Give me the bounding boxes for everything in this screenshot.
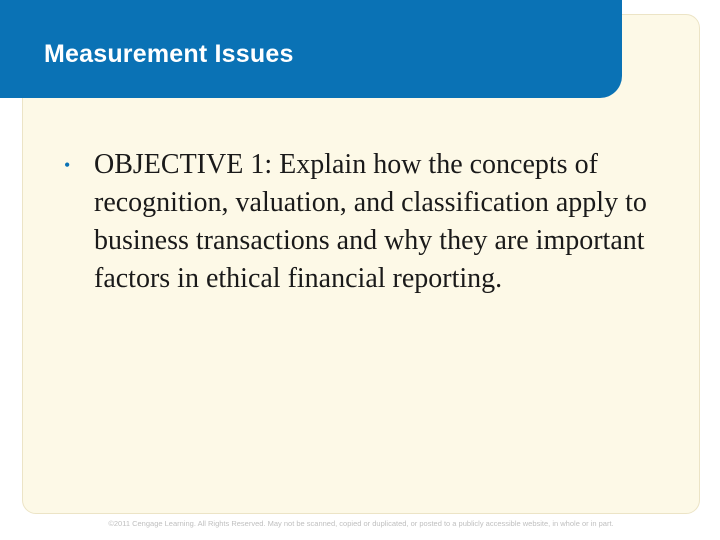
title-bar: [0, 0, 622, 98]
bullet-list: [64, 146, 664, 298]
bullet-item: [64, 146, 664, 298]
bullet-marker: •: [64, 155, 71, 175]
slide-title: Measurement Issues: [44, 40, 294, 68]
bullet-text: OBJECTIVE 1: Explain how the concepts of recognition, valuation, and classification apply to business transactions and why they are important factors in ethical financial reporting.: [94, 149, 647, 294]
copyright-footer: ©2011 Cengage Learning. All Rights Reserved. May not be scanned, copied or duplicated, or posted to a publicly accessible website, in whole or in part.: [108, 519, 614, 528]
